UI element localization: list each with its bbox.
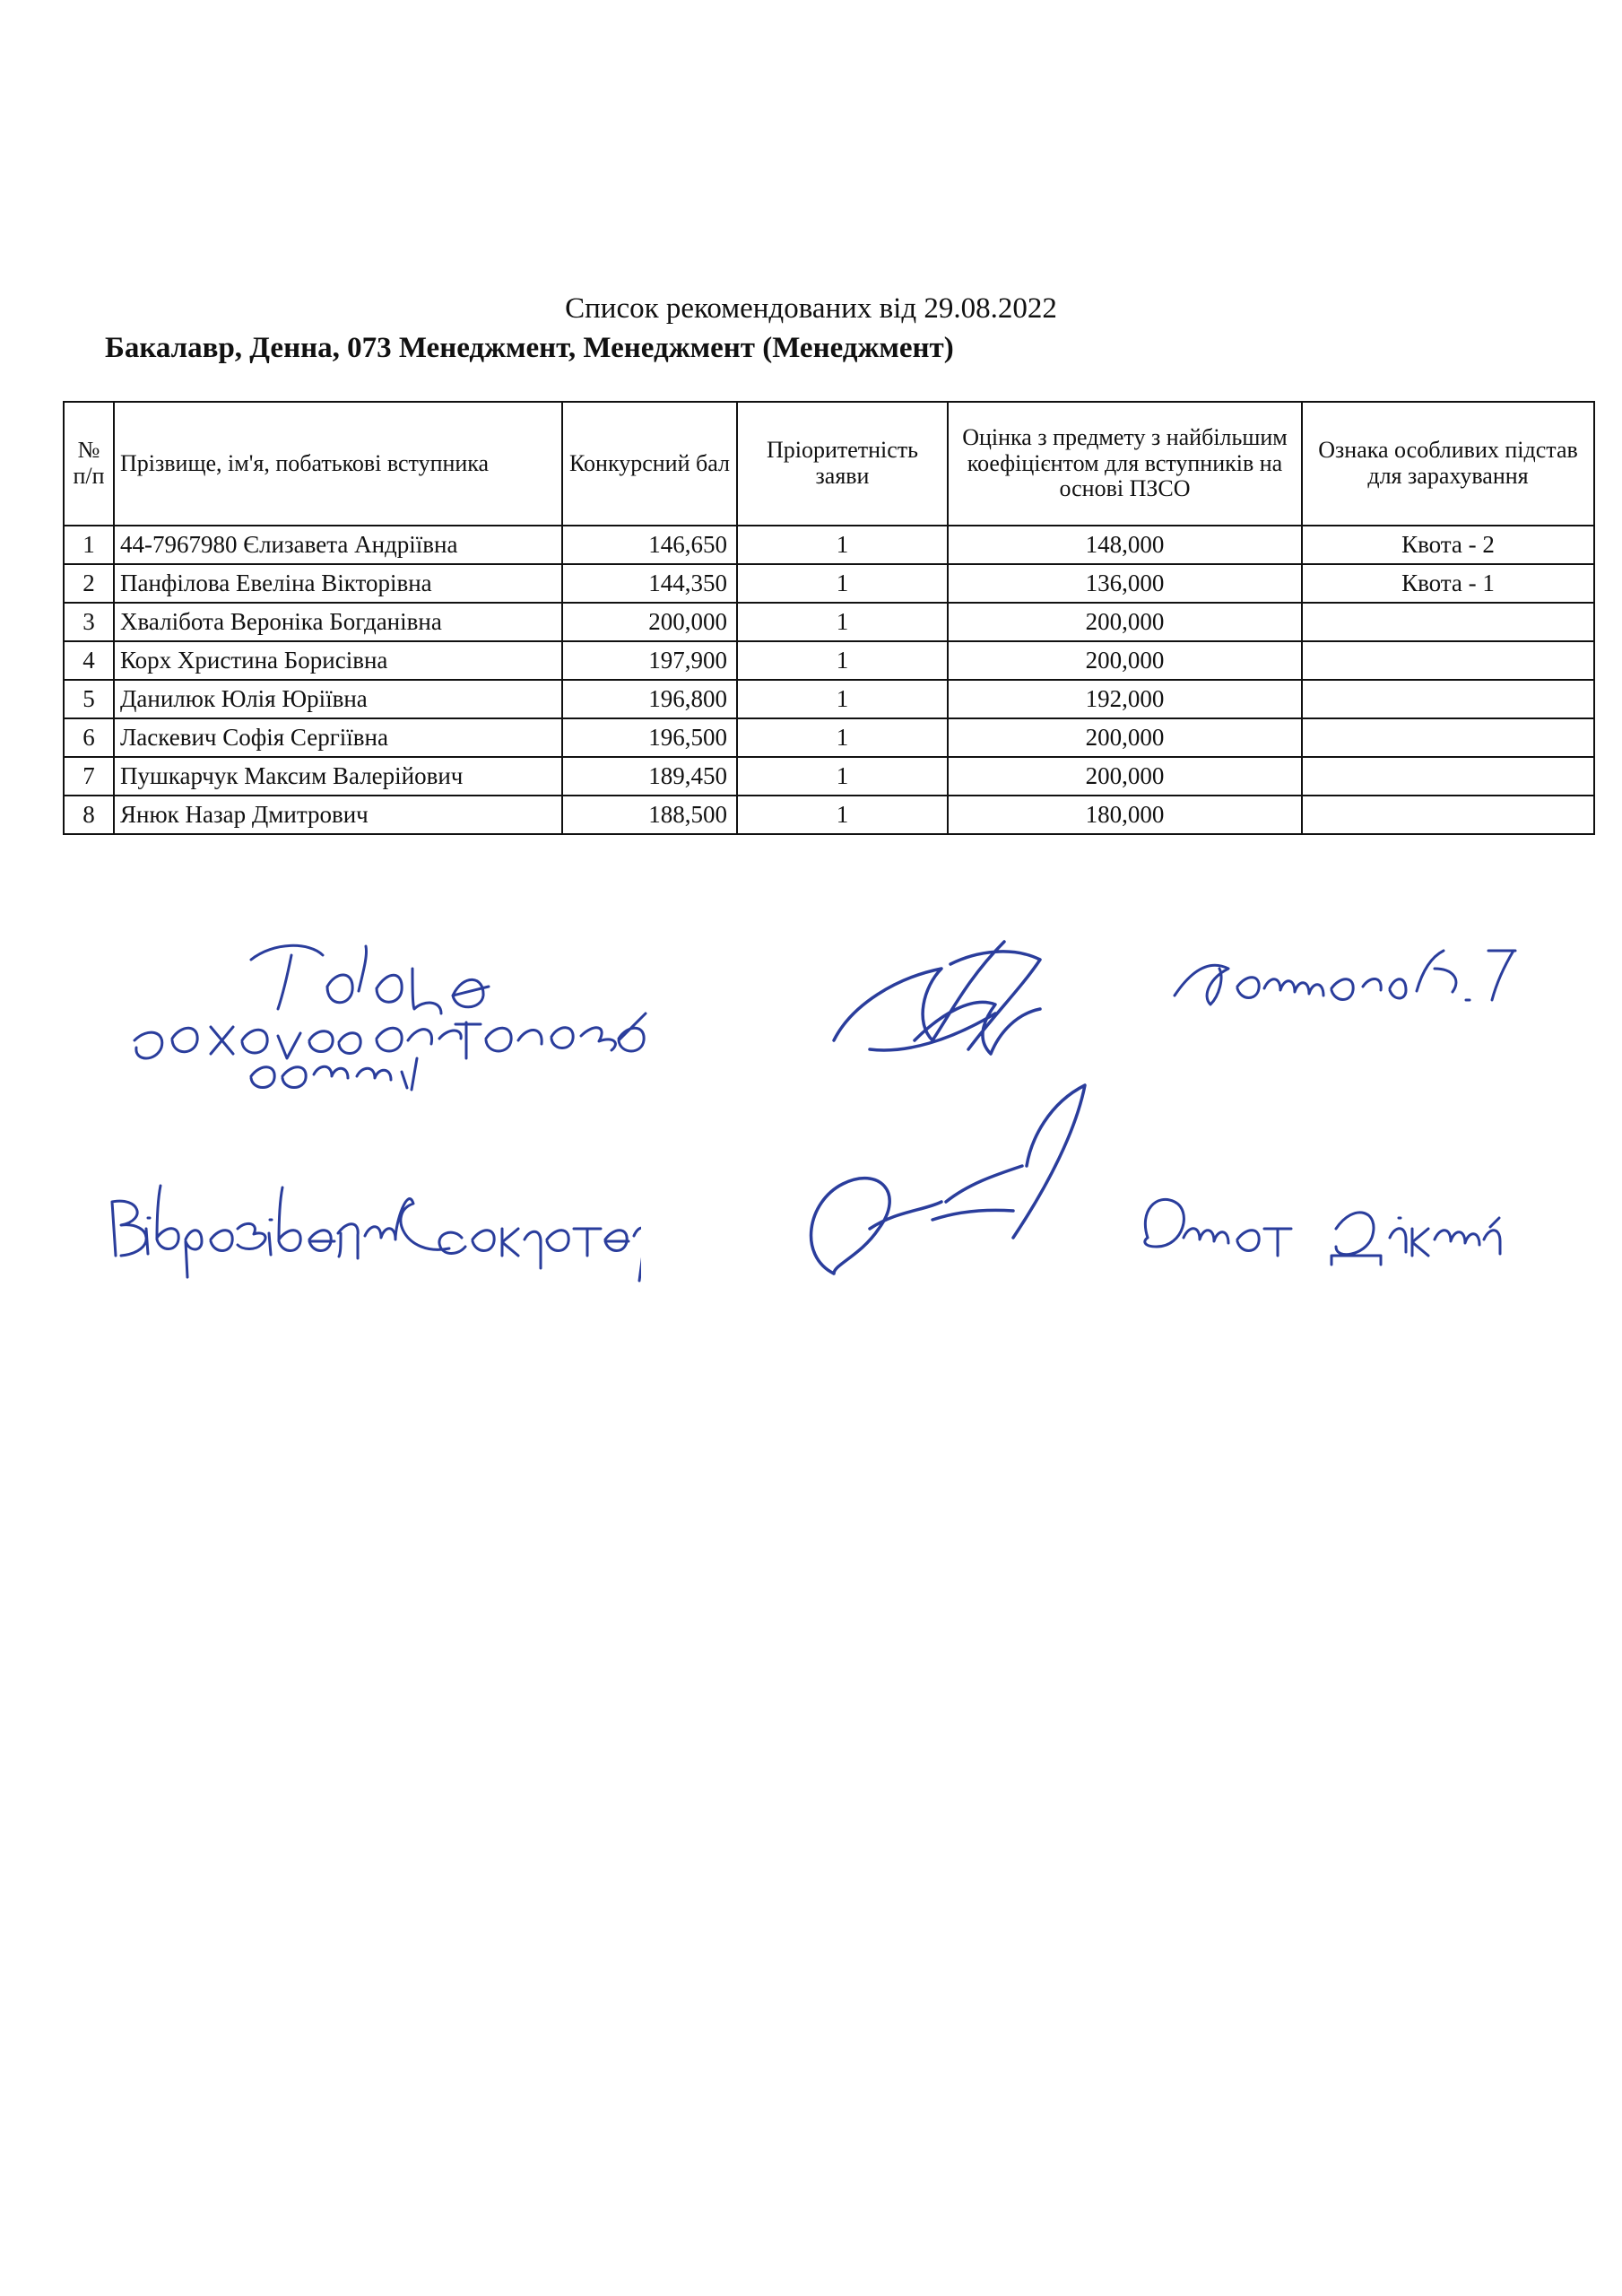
cell-priority: 1 [737,796,948,834]
cell-num: 3 [64,603,114,641]
secretary-name-handwriting [1130,1175,1524,1274]
cell-priority: 1 [737,641,948,680]
cell-num: 4 [64,641,114,680]
cell-subject: 192,000 [948,680,1302,718]
cell-subject: 180,000 [948,796,1302,834]
cell-subject: 148,000 [948,526,1302,564]
table-header-row [64,402,1594,526]
table-row [64,796,1594,834]
cell-priority: 1 [737,564,948,603]
cell-score: 196,500 [562,718,737,757]
cell-name: Панфілова Евеліна Вікторівна [114,564,562,603]
chair-role-handwriting [117,924,690,1094]
table-row [64,526,1594,564]
cell-special [1302,641,1594,680]
cell-priority: 1 [737,757,948,796]
cell-num: 1 [64,526,114,564]
cell-priority: 1 [737,718,948,757]
cell-score: 196,800 [562,680,737,718]
cell-priority: 1 [737,680,948,718]
cell-name: Янюк Назар Дмитрович [114,796,562,834]
cell-special [1302,718,1594,757]
page-title: Список рекомендованих від 29.08.2022 [565,292,1057,325]
cell-priority: 1 [737,603,948,641]
col-header-subject: Оцінка з предмету з найбільшим коефіцієнтом для вступників на основі ПЗСО [948,402,1302,526]
cell-score: 189,450 [562,757,737,796]
cell-special: Квота - 2 [1302,526,1594,564]
cell-name: Пушкарчук Максим Валерійович [114,757,562,796]
table-row [64,718,1594,757]
secretary-signature [780,1076,1139,1292]
cell-subject: 200,000 [948,718,1302,757]
cell-priority: 1 [737,526,948,564]
cell-subject: 200,000 [948,757,1302,796]
cell-num: 2 [64,564,114,603]
cell-subject: 200,000 [948,603,1302,641]
col-header-special: Ознака особливих підстав для зарахування [1302,402,1594,526]
cell-name: Хвалібота Вероніка Богданівна [114,603,562,641]
cell-name: Корх Христина Борисівна [114,641,562,680]
table-row [64,641,1594,680]
cell-special [1302,680,1594,718]
cell-special [1302,796,1594,834]
recommended-list-table [63,401,1595,835]
cell-special [1302,757,1594,796]
col-header-priority: Пріоритетність заяви [737,402,948,526]
cell-num: 8 [64,796,114,834]
table-row [64,564,1594,603]
cell-name: Ласкевич Софія Сергіївна [114,718,562,757]
chair-signature [816,906,1085,1085]
cell-name: Данилюк Юлія Юріївна [114,680,562,718]
cell-name: 44-7967980 Єлизавета Андріївна [114,526,562,564]
cell-num: 7 [64,757,114,796]
table-row [64,757,1594,796]
cell-num: 5 [64,680,114,718]
col-header-num: № п/п [64,402,114,526]
cell-subject: 200,000 [948,641,1302,680]
chair-name-handwriting [1166,924,1551,1022]
col-header-name: Прізвище, ім'я, побатькові вступника [114,402,562,526]
cell-score: 146,650 [562,526,737,564]
cell-special [1302,603,1594,641]
cell-num: 6 [64,718,114,757]
cell-special: Квота - 1 [1302,564,1594,603]
cell-score: 188,500 [562,796,737,834]
table-row [64,603,1594,641]
secretary-role-handwriting [103,1175,641,1283]
table-row [64,680,1594,718]
col-header-score: Конкурсний бал [562,402,737,526]
cell-subject: 136,000 [948,564,1302,603]
cell-score: 144,350 [562,564,737,603]
page-subtitle: Бакалавр, Денна, 073 Менеджмент, Менеджмент (Менеджмент) [105,332,954,364]
cell-score: 200,000 [562,603,737,641]
cell-score: 197,900 [562,641,737,680]
